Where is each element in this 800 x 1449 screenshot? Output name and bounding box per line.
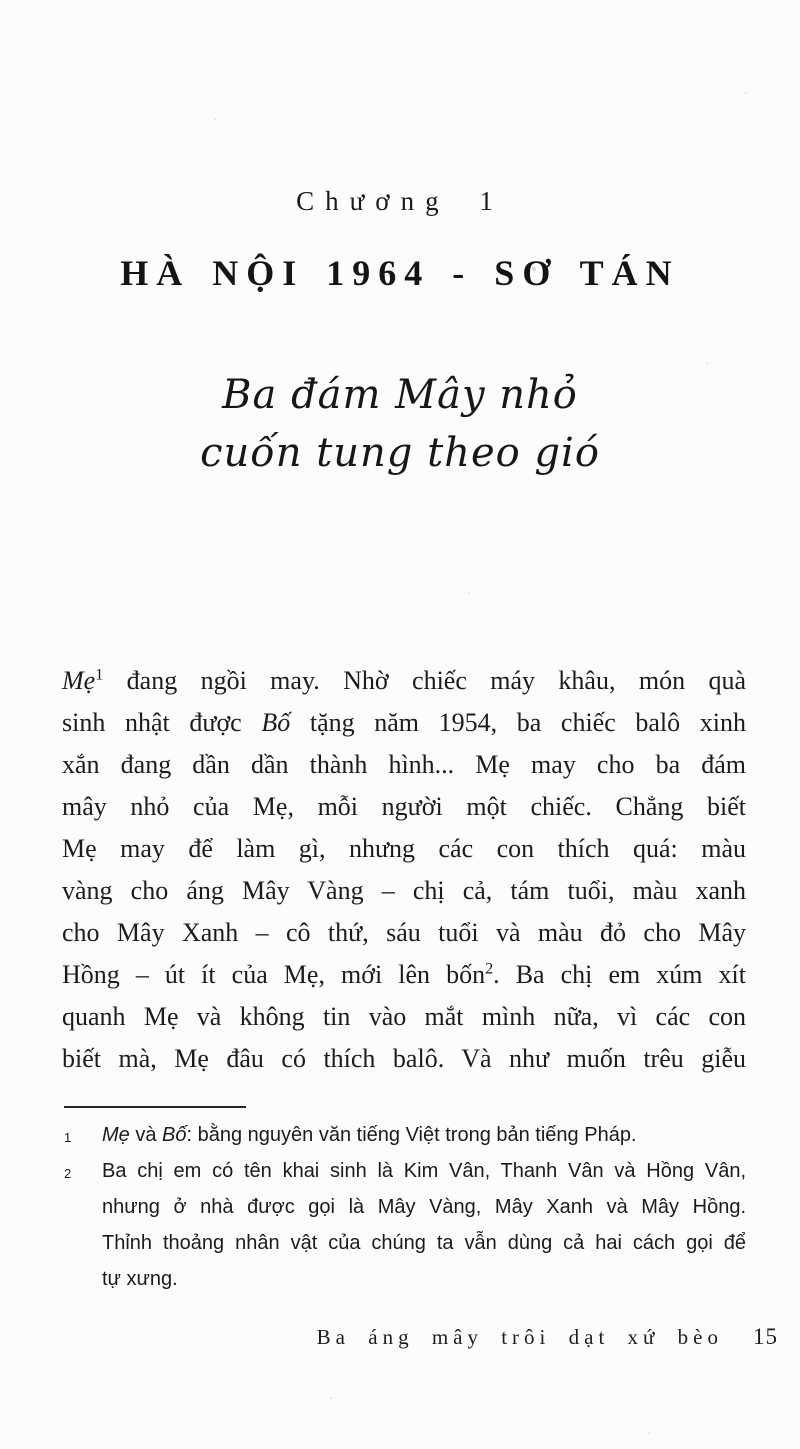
footnote-line: tự xưng. xyxy=(102,1268,178,1290)
footnotes-section xyxy=(64,1117,746,1297)
footnote-item xyxy=(64,1117,746,1153)
body-paragraph xyxy=(62,660,746,1080)
body-line: vàng cho áng Mây Vàng – chị cả, tám tuổi, màu xanh xyxy=(62,876,746,905)
footnote-line: Thỉnh thoảng nhân vật của chúng ta vẫn dùng cả hai cách gọi để xyxy=(102,1232,746,1254)
page-footer xyxy=(317,1324,778,1350)
scan-speckles xyxy=(0,0,2,2)
body-line: Mẹ may để làm gì, nhưng các con thích quá: màu xyxy=(62,834,746,863)
body-line: biết mà, Mẹ đâu có thích balô. Và như muốn trêu giễu xyxy=(62,1044,746,1073)
body-line: xắn đang dần dần thành hình... Mẹ may cho ba đám xyxy=(62,750,746,779)
body-line: sinh nhật được Bố tặng năm 1954, ba chiếc balô xinh xyxy=(62,708,746,737)
subtitle-line-1: Ba đám Mây nhỏ xyxy=(222,372,578,418)
footnote-line: Mẹ và Bố: bằng nguyên văn tiếng Việt trong bản tiếng Pháp. xyxy=(102,1124,637,1146)
page-number: 15 xyxy=(753,1324,778,1349)
subtitle-line-2: cuốn tung theo gió xyxy=(200,430,600,476)
body-line: Hồng – út ít của Mẹ, mới lên bốn$^2$. Ba chị em xúm xít xyxy=(62,960,746,989)
body-line: mây nhỏ của Mẹ, mỗi người một chiếc. Chẳng biết xyxy=(62,792,746,821)
body-line: cho Mây Xanh – cô thứ, sáu tuổi và màu đỏ cho Mây xyxy=(62,918,746,947)
body-line: quanh Mẹ và không tin vào mắt mình nữa, vì các con xyxy=(62,1002,746,1031)
handwritten-subtitle xyxy=(0,366,800,482)
footnote-marker: 1 xyxy=(64,1130,72,1145)
footnote-marker: 2 xyxy=(64,1166,72,1181)
footnote-separator xyxy=(64,1106,246,1108)
running-title: Ba áng mây trôi dạt xứ bèo xyxy=(316,1325,723,1349)
chapter-label: Chương 1 xyxy=(296,186,504,216)
body-line: Mẹ$^1$ đang ngồi may. Nhờ chiếc máy khâu, món quà xyxy=(62,666,746,695)
footnote-text xyxy=(102,1153,746,1297)
footnote-item xyxy=(64,1153,746,1297)
footnote-line: nhưng ở nhà được gọi là Mây Vàng, Mây Xanh và Mây Hồng. xyxy=(102,1196,746,1218)
chapter-title: HÀ NỘI 1964 - SƠ TÁN xyxy=(120,253,680,293)
footnote-line: Ba chị em có tên khai sinh là Kim Vân, Thanh Vân và Hồng Vân, xyxy=(102,1160,746,1182)
footnote-text xyxy=(102,1117,746,1153)
